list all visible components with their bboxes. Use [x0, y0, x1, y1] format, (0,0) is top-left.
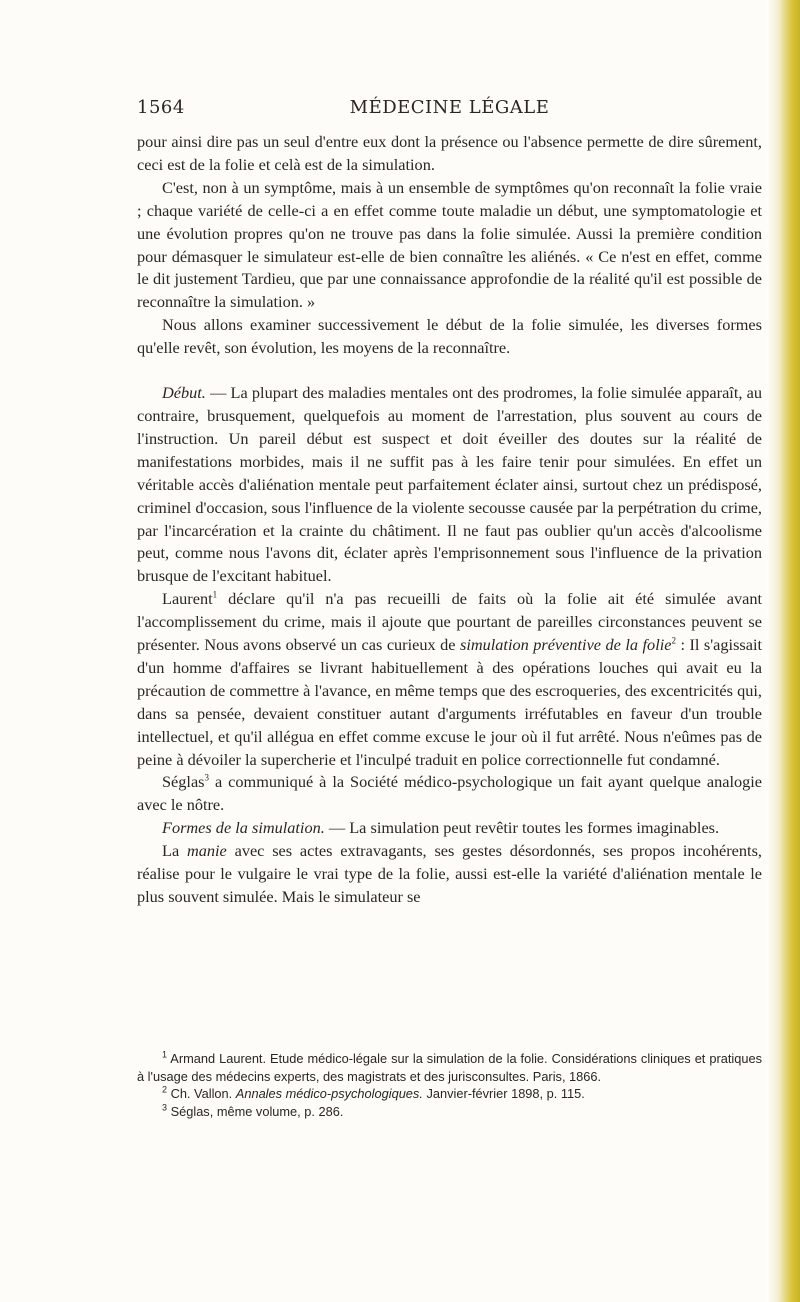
italic-phrase: simulation préventive de la folie	[460, 635, 672, 655]
paragraph-formes	[137, 817, 762, 840]
footnote-ref: 2	[671, 635, 676, 646]
footnote	[137, 1103, 762, 1121]
paragraph: Nous allons examiner successivement le début de la folie simulée, les diverses formes qu'elle revêt, son évolution, les moyens de la reconnaître.	[137, 315, 762, 358]
running-header	[137, 97, 762, 121]
page-number: 1564	[137, 97, 185, 118]
footnote-mark: 3	[162, 1102, 168, 1113]
footnote-ref: 3	[204, 773, 210, 784]
paragraph-seglas	[137, 771, 762, 817]
paragraph-text: a communiqué à la Société médico-psychologique un fait ayant quelque analogie avec le nôtre.	[137, 772, 762, 815]
footnote-text: Séglas, même volume, p. 286.	[170, 1103, 344, 1119]
footnote	[137, 1085, 762, 1103]
paragraph: pour ainsi dire pas un seul d'entre eux dont la présence ou l'absence permette de dire sûrement, ceci est de la folie et celà est de la simulation.	[137, 132, 762, 174]
section-heading-debut: Début.	[162, 383, 206, 403]
paragraph-laurent	[137, 588, 762, 771]
journal-title: Annales médico-psychologiques.	[235, 1086, 423, 1102]
footnote-mark: 1	[162, 1049, 168, 1060]
footnote-ref: 1	[212, 589, 218, 600]
paragraph-text: — La simulation peut revêtir toutes les formes imaginables.	[328, 818, 720, 838]
footnote-text: Ch. Vallon.	[170, 1086, 233, 1102]
page-edge-shadow	[766, 0, 800, 1302]
footnote-text: Armand Laurent. Etude médico-légale sur la simulation de la folie. Considérations cliniques et pratiques à l'usage des médecins experts, des magistrats et des jurisconsultes. Paris, 1866.	[137, 1051, 762, 1084]
paragraph-text: : Il s'agissait d'un homme d'affaires se livrant habituellement à des opérations louches qui avait eu la précaution de commettre à l'avance, en même temps que des escroqueries, des excentricités qui, dans sa pensée, devaient constituer autant d'arguments irréfutables en faveur d'un trouble intellectuel, et qu'il allégua en effet comme excuse le jour où il fut arrêté. Nous n'eûmes pas de peine à dévoiler la supercherie et l'inculpé traduit en police correctionnelle fut condamné.	[137, 635, 763, 769]
page-title: MÉDECINE LÉGALE	[349, 97, 550, 118]
body-text	[137, 131, 762, 909]
footnote-text: Janvier-février 1898, p. 115.	[426, 1086, 585, 1102]
footnote-mark: 2	[162, 1084, 168, 1095]
paragraph-text: déclare qu'il n'a pas recueilli de faits où la folie ait été simulée avant l'accomplissement du crime, mais il ajoute que pourtant de pareilles circonstances peuvent se présenter. Nous avons observé un cas curieux de	[137, 589, 762, 655]
paragraph-debut	[137, 382, 762, 588]
author-name: Séglas	[162, 772, 205, 792]
footnotes	[137, 1050, 762, 1120]
section-heading-formes: Formes de la simulation.	[162, 818, 325, 838]
paragraph-text: — La plupart des maladies mentales ont des prodromes, la folie simulée apparaît, au contraire, brusquement, quelquefois au moment de l'arrestation, plus souvent au cours de l'instruction. Un pareil début est suspect et doit éveiller des doutes sur la réalité de manifestations morbides, mais il ne suffit pas à les faire tenir pour simulées. En effet un véritable accès d'aliénation mentale peut parfaitement éclater ainsi, surtout chez un prédisposé, criminel d'occasion, sous l'influence de la violente secousse causée par la perpétration du crime, par l'incarcération et la crainte du châtiment. Il ne faut pas oublier qu'un accès d'alcoolisme peut, comme nous l'avons dit, éclater après l'emprisonnement sous l'influence de la privation brusque de l'excitant habituel.	[137, 383, 762, 586]
footnote	[137, 1050, 762, 1085]
author-name: Laurent	[162, 589, 213, 609]
paragraph: C'est, non à un symptôme, mais à un ensemble de symptômes qu'on reconnaît la folie vraie ; chaque variété de celle-ci a en effet comme toute maladie un début, une symptomatologie et une évolution propres qu'on ne trouve pas dans la folie simulée. Aussi la première condition pour démasquer le simulateur est-elle de bien connaître les aliénés. « Ce n'est en effet, comme le dit justement Tardieu, que par une connaissance approfondie de la réalité qu'il est possible de reconnaître la simulation. »	[137, 177, 762, 312]
paragraph-manie	[137, 840, 762, 909]
paragraph-text: avec ses actes extravagants, ses gestes désordonnés, ses propos incohérents, réalise pour le vulgaire le vrai type de la folie, aussi est-elle la variété d'aliénation mentale le plus souvent simulée. Mais le simulateur se	[137, 841, 762, 906]
italic-term: manie	[186, 841, 227, 861]
article: La	[162, 841, 180, 861]
